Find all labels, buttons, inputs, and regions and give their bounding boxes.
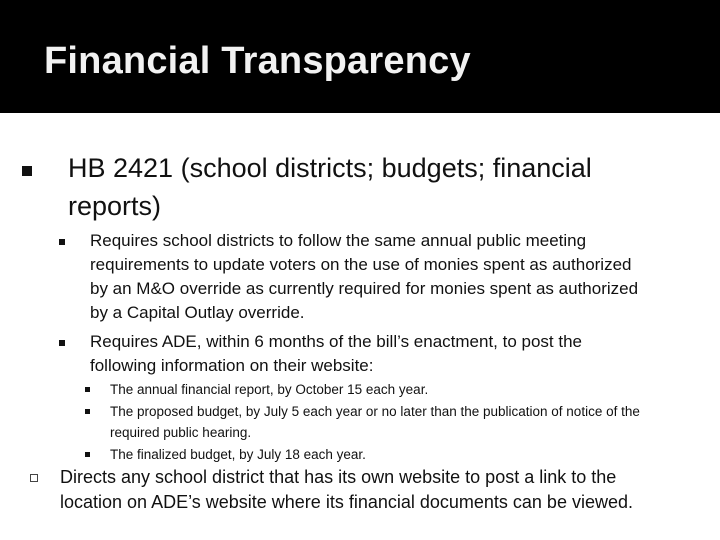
sub-sub-item-3-line-1: The finalized budget, by July 18 each year. [110,447,366,462]
bullet-small-square-icon [59,239,65,245]
sub-sub-item-2-line-1: The proposed budget, by July 5 each year or no later than the publication of notice of the [110,404,640,419]
bullet-tiny-square-icon [85,387,90,392]
sub-item-1-line-3: by an M&O override as currently required for monies spent as authorized [90,279,639,298]
last-item-line-2: location on ADE’s website where its financial documents can be viewed. [60,492,633,512]
last-item-line-1: Directs any school district that has its own website to post a link to the [60,467,617,487]
sub-item-1-line-4: by a Capital Outlay override. [90,303,305,322]
sub-sub-item-1-line-1: The annual financial report, by October 15 each year. [110,382,429,397]
slide-title: Financial Transparency [44,40,471,82]
main-item-line-1: HB 2421 (school districts; budgets; financial [68,153,592,183]
sub-sub-item-2-line-2: required public hearing. [110,425,252,440]
main-item-line-2: reports) [68,191,162,221]
bullet-small-square-icon [59,340,65,346]
sub-item-2-line-1: Requires ADE, within 6 months of the bill’s enactment, to post the [90,332,583,351]
sub-item-1-line-2: requirements to update voters on the use of monies spent as authorized [90,255,632,274]
sub-item-1-line-1: Requires school districts to follow the same annual public meeting [90,231,587,250]
bullet-tiny-square-icon [85,409,90,414]
bullet-tiny-square-icon [85,452,90,457]
bullet-square-icon [22,166,32,176]
bullet-hollow-square-icon [30,474,38,482]
sub-item-2-line-2: following information on their website: [90,356,374,375]
